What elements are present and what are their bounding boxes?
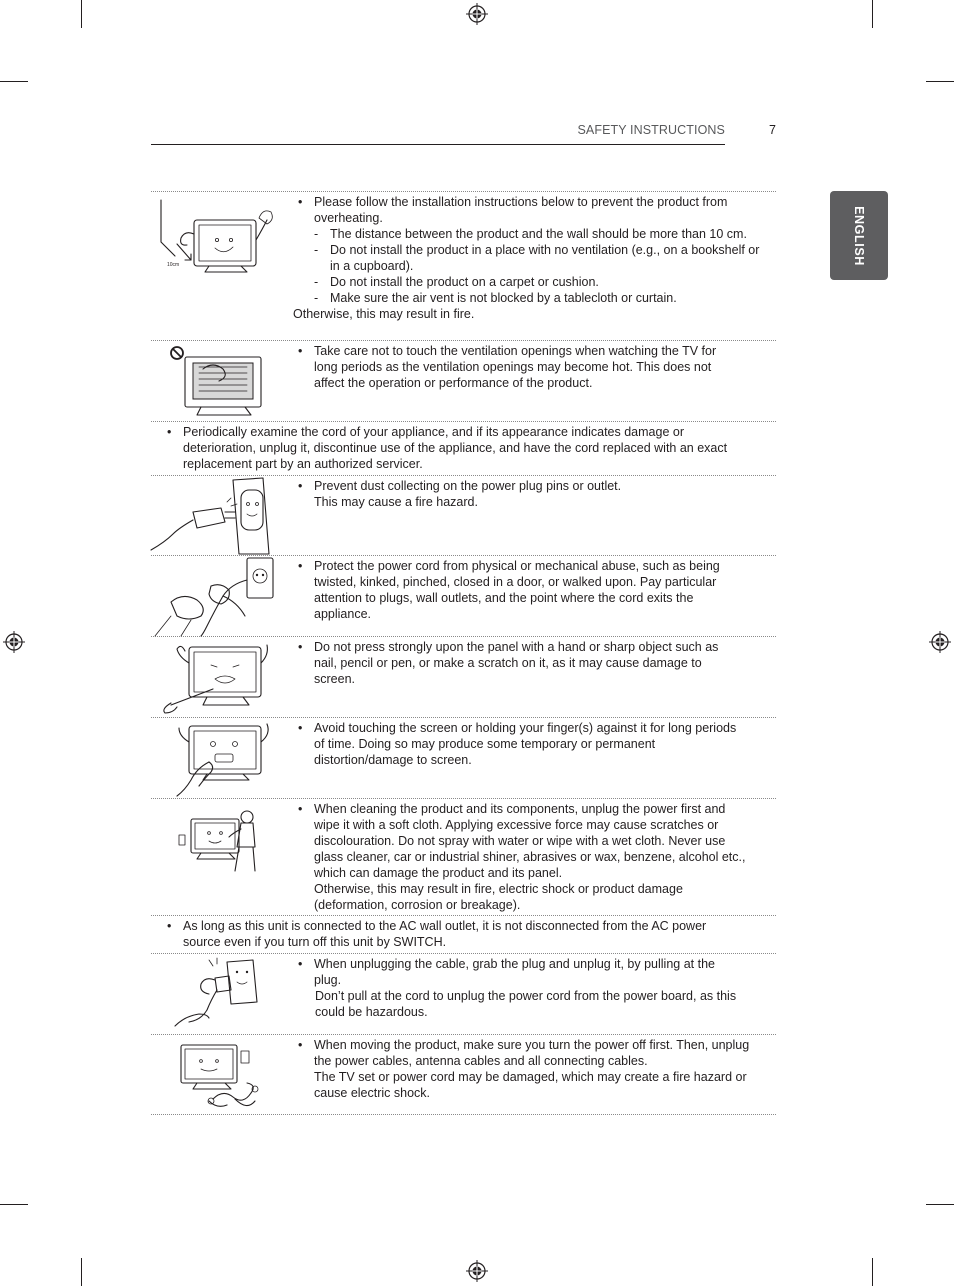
crop-mark [0,81,28,82]
tv-wall-clearance-illustration [151,200,281,282]
ac-outlet-bullet: • As long as this unit is connected to the AC wall outlet, it is not disconnected from the AC power source even if you turn off this unit by SWITCH. [167,918,742,950]
cord-examine-bullet: • Periodically examine the cord of your appliance, and if its appearance indicates damage or deterioration, unplug it, discontinue use of the appliance, and have the cord replaced with an exact replacement part by an authorized servicer. [167,424,742,472]
crop-mark [926,1204,954,1205]
instruction-ventilation [151,341,776,421]
protect-cord-bullet: • Protect the power cord from physical or mechanical abuse, such as being twisted, kinked, pinched, closed in a door, or walked upon. Pay particular attention to plugs, wall outlets, and the point where the cord exits the appliance. [298,558,743,622]
registration-mark-icon [466,3,488,25]
dust-bullet: • Prevent dust collecting on the power plug pins or outlet. [298,478,743,494]
separator [151,1114,776,1115]
instruction-moving [151,1035,776,1114]
install-sub-item: - Do not install the product on a carpet or cushion. [298,274,768,290]
instruction-touch-screen [151,718,776,798]
cleaning-bullet: • When cleaning the product and its components, unplug the power first and wipe it with a soft cloth. Applying excessive force may cause scratches or discolouration. Do not spray with water or wipe with a wet cloth. Never use glass cleaner, car or industrial shiner, abrasives or wax, benzene, alcohol etc., which can damage the product and its panel. [298,801,748,881]
tv-scratch-illustration [151,639,281,715]
crop-mark [872,1258,873,1286]
instruction-cleaning [151,799,776,915]
vent-bullet: • Take care not to touch the ventilation openings when watching the TV for long periods as the ventilation openings may become hot. This does not affect the operation or performance of the product. [298,343,743,391]
instruction-unplug [151,954,776,1034]
dust-note: This may cause a fire hazard. [314,495,478,509]
unplug-note: Don’t pull at the cord to unplug the power cord from the power board, as this could be hazardous. [315,989,737,1019]
tv-finger-touch-illustration [151,720,281,796]
registration-mark-icon [3,631,25,653]
crop-mark [81,0,82,28]
install-note: Otherwise, this may result in fire. [293,307,475,321]
press-panel-bullet: • Do not press strongly upon the panel with a hand or sharp object such as nail, pencil or pen, or make a scratch on it, as it may cause damage to screen. [298,639,743,687]
crop-mark [0,1204,28,1205]
tv-cleaning-illustration [151,803,281,879]
language-tab-label: ENGLISH [852,205,867,266]
registration-mark-icon [929,631,951,653]
instruction-install [151,192,776,340]
instruction-ac-outlet [151,916,776,953]
tv-back-vent-illustration [151,343,281,419]
language-tab [830,191,888,280]
install-sub-item: - The distance between the product and the wall should be more than 10 cm. [298,226,768,242]
section-title: SAFETY INSTRUCTIONS [577,123,725,137]
page-number: 7 [769,123,776,137]
install-bullet: • Please follow the installation instructions below to prevent the product from overheating. [298,194,768,226]
page-header [151,121,776,145]
header-rule [151,144,725,145]
wall-gap-label: 10cm [167,262,180,268]
crop-mark [926,81,954,82]
moving-note: The TV set or power cord may be damaged, which may create a fire hazard or cause electric shock. [314,1070,747,1100]
instruction-press-panel [151,637,776,717]
tv-moving-cables-illustration [151,1039,281,1111]
touch-screen-bullet: • Avoid touching the screen or holding your finger(s) against it for long periods of time. Doing so may produce some temporary or permanent distortion/damage to screen. [298,720,743,768]
unplug-bullet: • When unplugging the cable, grab the plug and unplug it, by pulling at the plug. [298,956,743,988]
moving-bullet: • When moving the product, make sure you turn the power off first. Then, unplug the power cables, antenna cables and all connecting cables. [298,1037,753,1069]
cleaning-note: Otherwise, this may result in fire, electric shock or product damage (deformation, corrosion or breakage). [314,882,683,912]
registration-mark-icon [466,1260,488,1282]
crop-mark [81,1258,82,1286]
plug-outlet-illustration [151,476,281,555]
install-sub-item: - Do not install the product in a place with no ventilation (e.g., on a bookshelf or in a cupboard). [298,242,768,274]
cord-twist-illustration [151,556,281,636]
instruction-protect-cord [151,556,776,636]
instruction-cord-examine [151,422,776,475]
unplug-cable-illustration [151,956,281,1032]
install-sub-item: - Make sure the air vent is not blocked by a tablecloth or curtain. [298,290,768,306]
crop-mark [872,0,873,28]
instruction-dust [151,476,776,555]
